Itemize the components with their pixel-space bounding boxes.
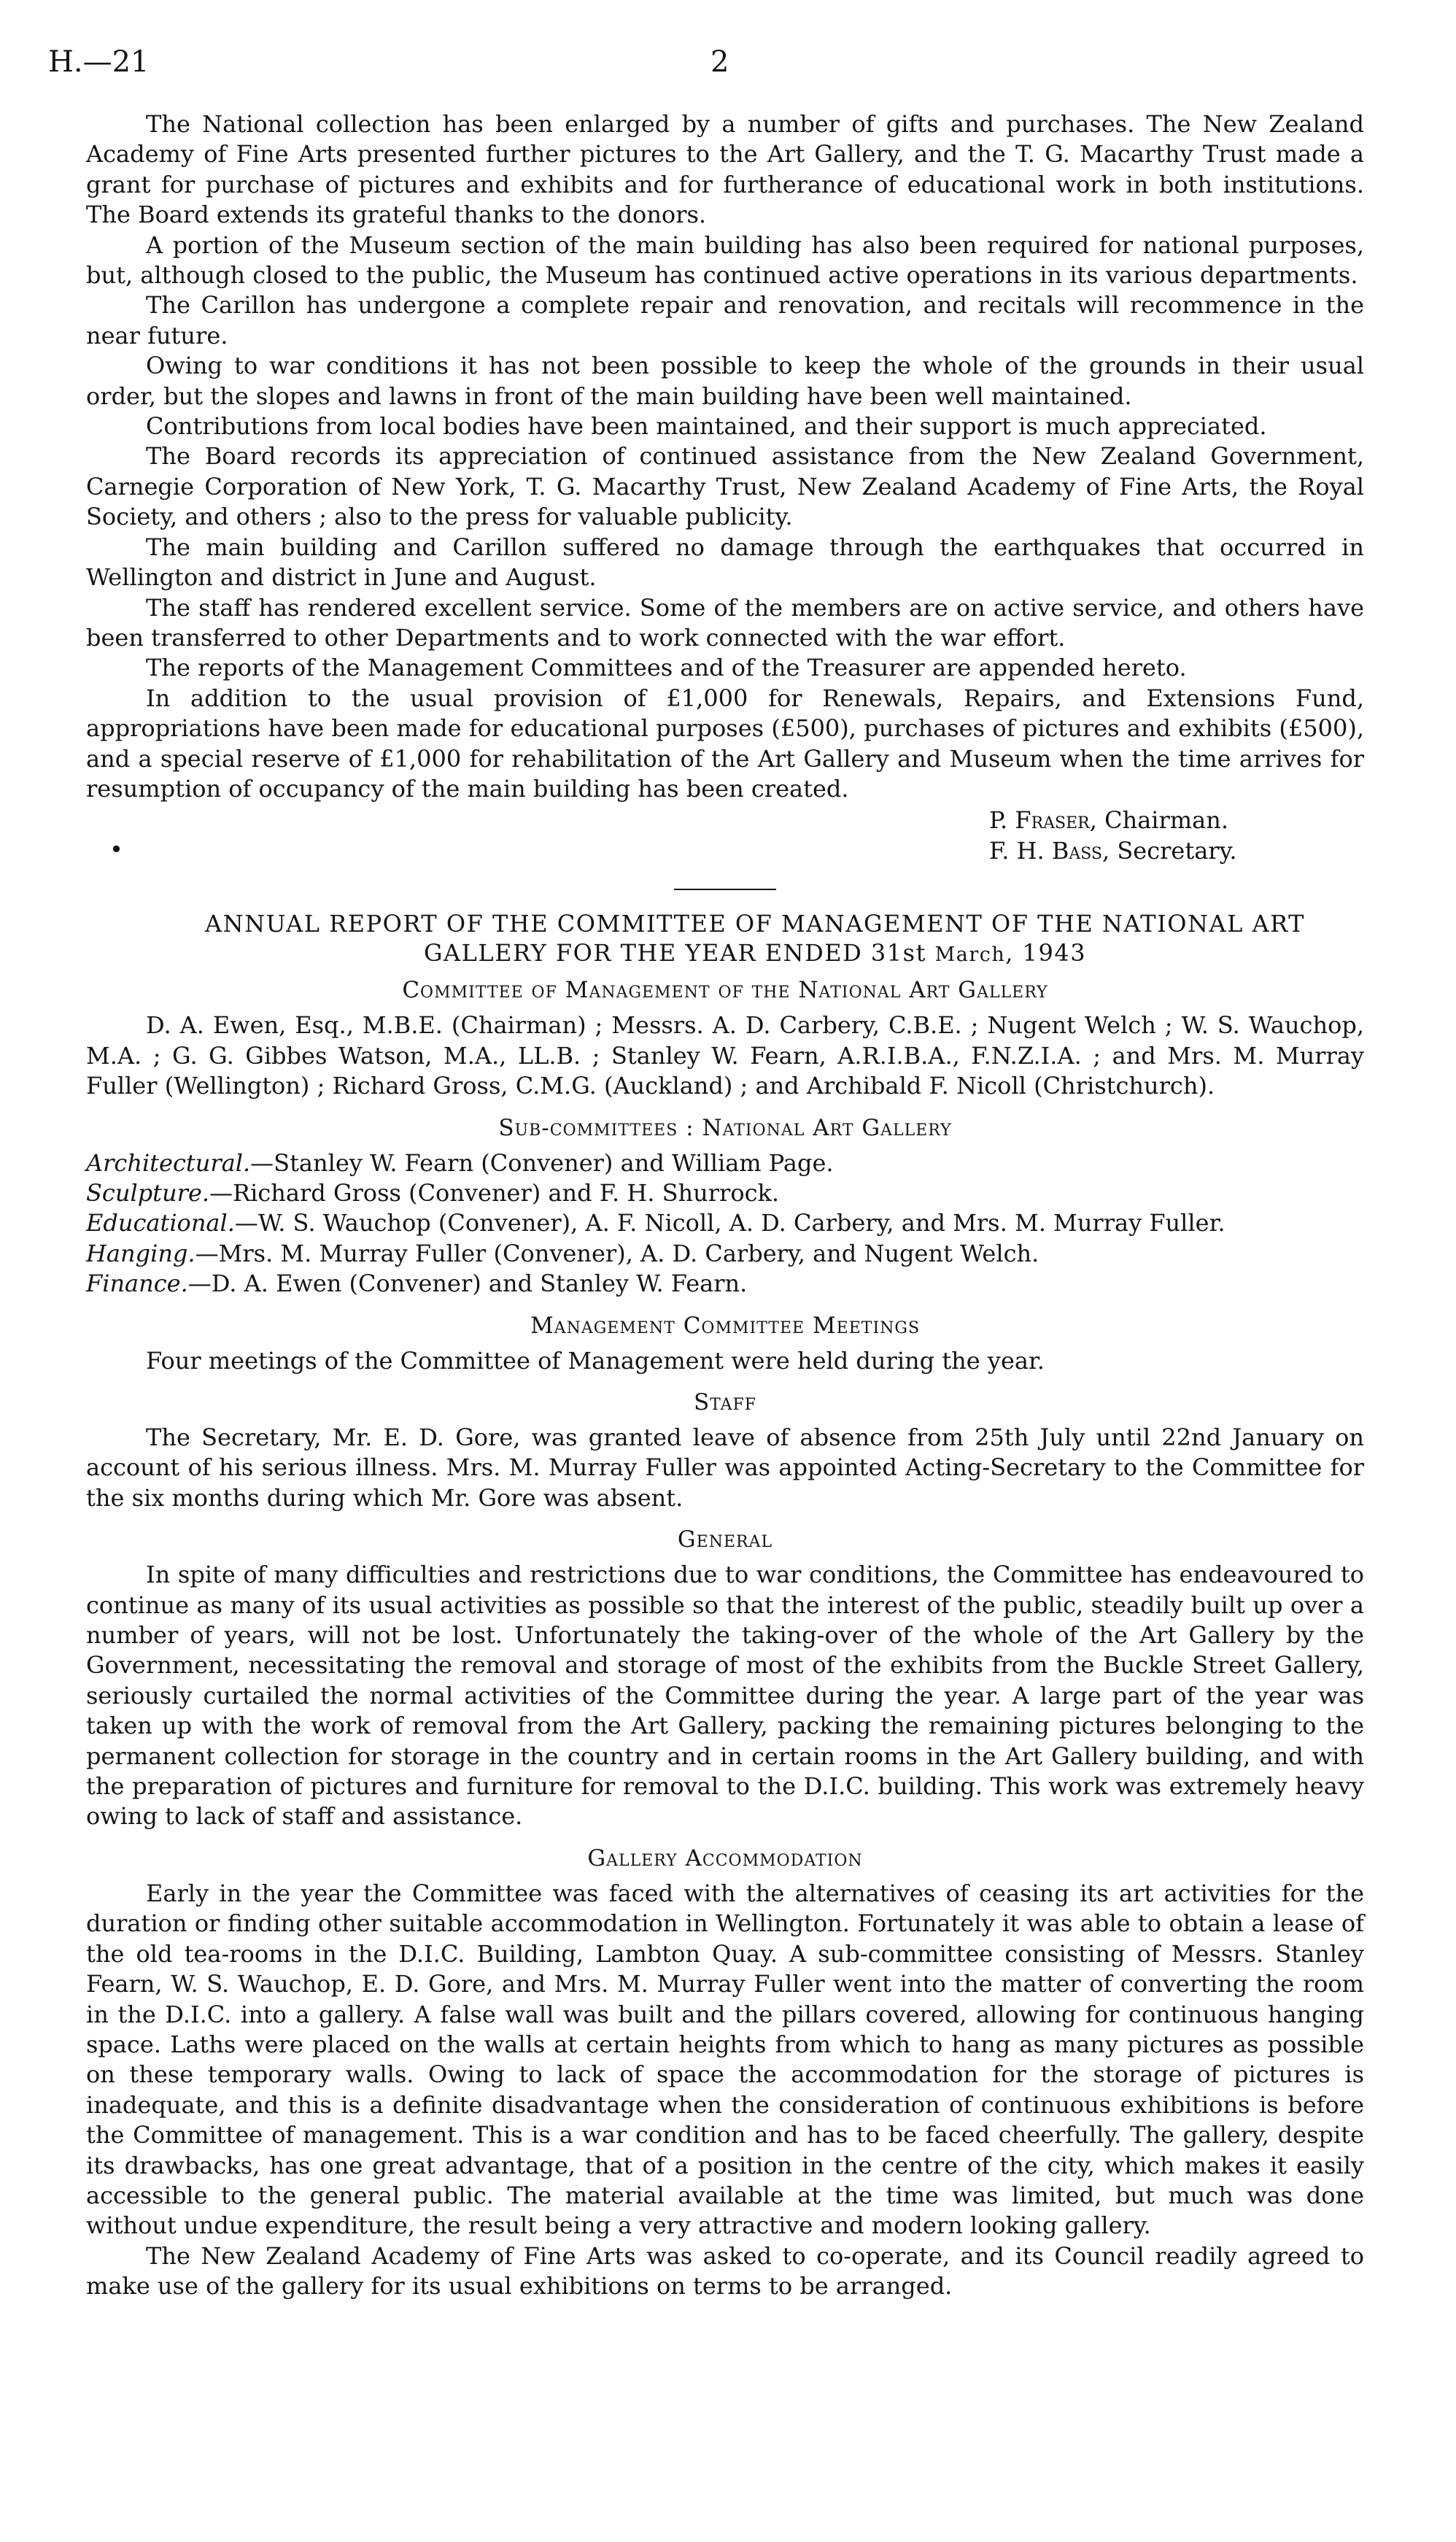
page-number: 2: [710, 45, 729, 79]
subcommittee-label: Finance.: [86, 1270, 188, 1298]
report-title-year: , 1943: [1005, 939, 1087, 967]
report-title-month: March: [934, 943, 1006, 967]
report-title-line-1: ANNUAL REPORT OF THE COMMITTEE OF MANAGEMENT OF THE NATIONAL ART: [205, 910, 1305, 938]
list-item: [86, 1208, 1364, 1238]
subcommittees-heading: Sub-committees : National Art Gallery: [498, 1114, 952, 1141]
accommodation-paragraph: Early in the year the Committee was faced with the alternatives of ceasing its art activities for the duration or finding other suitable accommodation in Wellington. Fortunately it was able to obtain a lease of the old tea-rooms in the D.I.C. Building, Lambton Quay. A sub-committee consisting of Messrs. Stanley Fearn, W. S. Wauchop, E. D. Gore, and Mrs. M. Murray Fuller went into the matter of converting the room in the D.I.C. into a gallery. A false wall was built and the pillars covered, allowing for continuous hanging space. Laths were placed on the walls at certain heights from which to hang as many pictures as possible on these temporary walls. Owing to lack of space the accommodation for the storage of pictures is inadequate, and this is a definite disadvantage when the consideration of continuous exhibitions is before the Committee of management. This is a war condition and has to be faced cheerfully. The gallery, despite its drawbacks, has one great advantage, that of a position in the centre of the city, which makes it easily accessible to the general public. The material available at the time was limited, but much was done without undue expenditure, the result being a very attractive and modern looking gallery.: [86, 1879, 1364, 2240]
paragraph: A portion of the Museum section of the main building has also been required for national purposes, but, although closed to the public, the Museum has continued active operations in its various departments.: [86, 231, 1364, 290]
secretary-name: Bass: [1051, 837, 1102, 865]
subcommittee-members: —D. A. Ewen (Convener) and Stanley W. Fearn.: [187, 1270, 748, 1298]
secretary-role: , Secretary.: [1101, 837, 1237, 865]
report-title: [86, 909, 1364, 970]
page-header: [48, 45, 1408, 82]
list-item: [86, 1239, 1364, 1269]
subcommittee-members: —W. S. Wauchop (Convener), A. F. Nicoll, A. D. Carbery, and Mrs. M. Murray Fuller.: [234, 1209, 1225, 1237]
document-reference: H.—21: [48, 45, 150, 79]
secretary-signature: [989, 836, 1237, 866]
paragraph: Owing to war conditions it has not been possible to keep the whole of the grounds in their usual order, but the slopes and lawns in front of the main building have been well maintained.: [86, 352, 1364, 410]
paragraph: The reports of the Management Committees and of the Treasurer are appended hereto.: [146, 654, 1187, 682]
chairman-initials: P.: [989, 806, 1008, 835]
subcommittee-members: —Mrs. M. Murray Fuller (Convener), A. D. Carbery, and Nugent Welch.: [195, 1239, 1039, 1267]
section-divider: [674, 889, 776, 890]
paragraph: The staff has rendered excellent service. Some of the members are on active service, and others have been transferred to other Departments and to work connected with the war effort.: [86, 593, 1364, 652]
subcommittee-label: Educational.: [86, 1209, 235, 1237]
committee-heading: Committee of Management of the National Art Gallery: [402, 977, 1048, 1004]
subcommittee-label: Hanging.: [86, 1239, 195, 1267]
paragraph: Contributions from local bodies have been maintained, and their support is much appreciated.: [146, 412, 1267, 441]
subcommittees-list: [86, 1148, 1364, 1299]
report-title-part-a: GALLERY FOR THE YEAR ENDED 31st: [423, 939, 935, 967]
subcommittee-members: —Stanley W. Fearn (Convener) and William Page.: [250, 1148, 834, 1177]
board-report-section: [86, 109, 1364, 804]
list-item: [86, 1269, 1364, 1299]
paragraph: In addition to the usual provision of £1,000 for Renewals, Repairs, and Extensions Fund, appropriations have been made for educational purposes (£500), purchases of pictures and exhibits (£500), and a special reserve of £1,000 for rehabilitation of the Art Gallery and Museum when the time arrives for resumption of occupancy of the main building has been created.: [86, 684, 1364, 803]
bullet-mark: •: [109, 835, 123, 864]
staff-heading: Staff: [693, 1389, 757, 1415]
general-heading: General: [677, 1526, 773, 1553]
list-item: [86, 1148, 1364, 1178]
paragraph: The main building and Carillon suffered no damage through the earthquakes that occurred in Wellington and district in June and August.: [86, 533, 1364, 592]
chairman-signature: [989, 806, 1228, 835]
chairman-role: , Chairman.: [1089, 806, 1228, 835]
committee-members: D. A. Ewen, Esq., M.B.E. (Chairman) ; Messrs. A. D. Carbery, C.B.E. ; Nugent Welch ; W. S. Wauchop, M.A. ; G. G. Gibbes Watson, M.A., LL.B. ; Stanley W. Fearn, A.R.I.B.A., F.N.Z.I.A. ; and Mrs. M. Murray Fuller (Wellington) ; Richard Gross, C.M.G. (Auckland) ; and Archibald F. Nicoll (Christchurch).: [86, 1011, 1364, 1100]
signature-block: [86, 806, 1364, 867]
meetings-heading: Management Committee Meetings: [530, 1312, 921, 1339]
subcommittee-members: —Richard Gross (Convener) and F. H. Shurrock.: [209, 1178, 780, 1207]
secretary-initials: F. H.: [989, 837, 1045, 865]
paragraph: The Carillon has undergone a complete repair and renovation, and recitals will recommence in the near future.: [86, 291, 1364, 349]
accommodation-paragraph: The New Zealand Academy of Fine Arts was asked to co-operate, and its Council readily agreed to make use of the gallery for its usual exhibitions on terms to be arranged.: [86, 2241, 1364, 2300]
subcommittee-label: Architectural.: [86, 1148, 251, 1177]
list-item: [86, 1178, 1364, 1208]
subcommittee-label: Sculpture.: [86, 1178, 210, 1207]
page-body: [86, 109, 1364, 2302]
accommodation-heading: Gallery Accommodation: [587, 1844, 863, 1871]
paragraph: The National collection has been enlarged by a number of gifts and purchases. The New Zealand Academy of Fine Arts presented further pictures to the Art Gallery, and the T. G. Macarthy Trust made a grant for purchase of pictures and exhibits and for furtherance of educational work in both institutions. The Board extends its grateful thanks to the donors.: [86, 110, 1364, 229]
chairman-name: Fraser: [1015, 806, 1090, 835]
meetings-paragraph: Four meetings of the Committee of Management were held during the year.: [146, 1346, 1045, 1375]
staff-paragraph: The Secretary, Mr. E. D. Gore, was granted leave of absence from 25th July until 22nd January on account of his serious illness. Mrs. M. Murray Fuller was appointed Acting-Secretary to the Committee for the six months during which Mr. Gore was absent.: [86, 1423, 1364, 1512]
report-title-line-2: [86, 938, 1364, 970]
paragraph: The Board records its appreciation of continued assistance from the New Zealand Government, Carnegie Corporation of New York, T. G. Macarthy Trust, New Zealand Academy of Fine Arts, the Royal Society, and others ; also to the press for valuable publicity.: [86, 442, 1364, 531]
general-paragraph: In spite of many difficulties and restrictions due to war conditions, the Committee has endeavoured to continue as many of its usual activities as possible so that the interest of the public, steadily built up over a number of years, will not be lost. Unfortunately the taking-over of the whole of the Art Gallery by the Government, necessitating the removal and storage of most of the exhibits from the Buckle Street Gallery, seriously curtailed the normal activities of the Committee during the year. A large part of the year was taken up with the work of removal from the Art Gallery, packing the remaining pictures belonging to the permanent collection for storage in the country and in certain rooms in the Art Gallery building, and with the preparation of pictures and furniture for removal to the D.I.C. building. This work was extremely heavy owing to lack of staff and assistance.: [86, 1561, 1364, 1831]
